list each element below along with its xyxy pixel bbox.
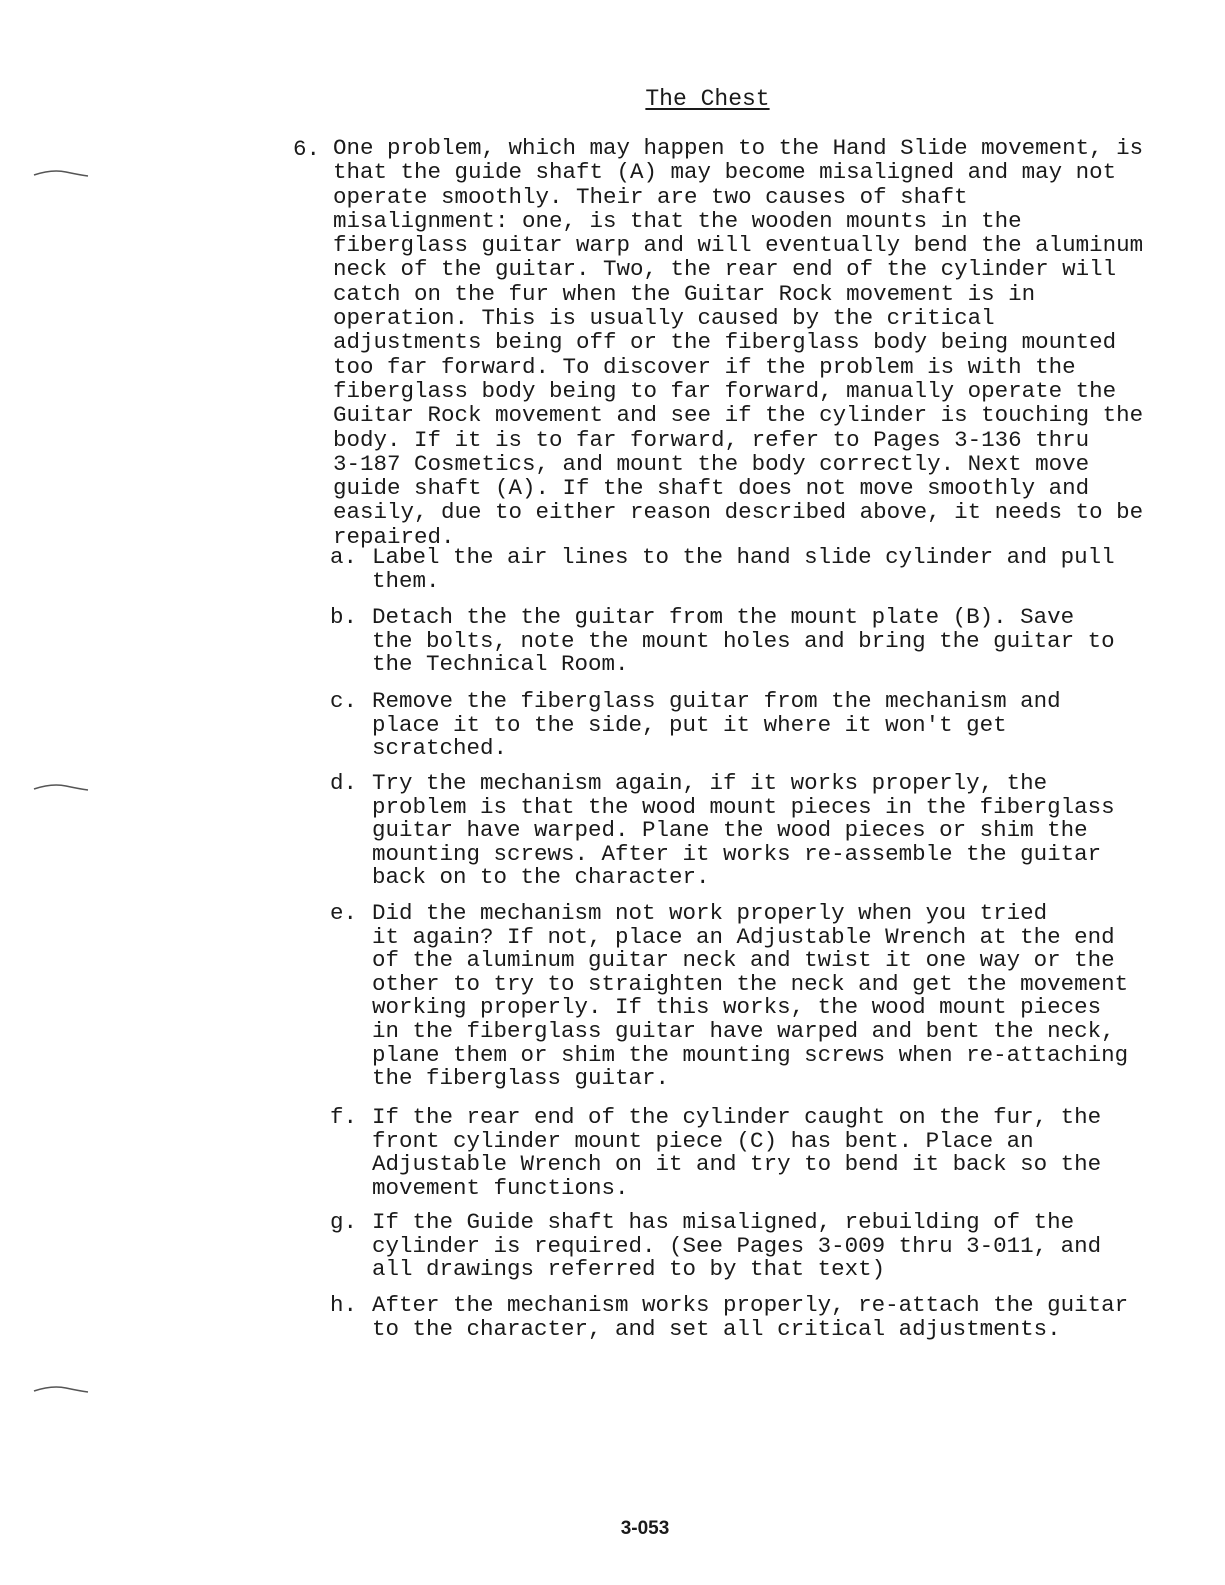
paragraph-line: catch on the fur when the Guitar Rock movement is in (333, 280, 1036, 307)
step-line: the bolts, note the mount holes and bring the guitar to (372, 627, 1115, 654)
step-line: plane them or shim the mounting screws when re-attaching (372, 1041, 1129, 1068)
step-line: the Technical Room. (372, 651, 629, 678)
item-number: 6. (293, 136, 321, 162)
step-line: Try the mechanism again, if it works properly, the (372, 770, 1048, 796)
paragraph-line: 3-187 Cosmetics, and mount the body correctly. Next move (333, 450, 1090, 477)
step-text (372, 1294, 1128, 1341)
step-letter: g. (330, 1209, 358, 1235)
step-line: mounting screws. After it works re-assemble the guitar (372, 840, 1102, 867)
step-letter: a. (330, 544, 358, 570)
margin-mark (32, 168, 90, 178)
step-letter: h. (330, 1292, 358, 1318)
paragraph-line: fiberglass guitar warp and will eventually bend the aluminum (333, 232, 1144, 259)
step-line: other to try to straighten the neck and get the movement (372, 970, 1129, 997)
step-line: If the rear end of the cylinder caught on the fur, the (372, 1104, 1102, 1130)
step-line: After the mechanism works properly, re-attach the guitar (372, 1292, 1129, 1318)
step-line: them. (372, 567, 440, 594)
step-text (372, 1211, 1101, 1282)
step-line: Label the air lines to the hand slide cylinder and pull (372, 544, 1115, 570)
step-line: If the Guide shaft has misaligned, rebuilding of the (372, 1209, 1075, 1235)
step-line: working properly. If this works, the wood mount pieces (372, 994, 1102, 1021)
main-paragraph (333, 136, 1193, 549)
step-line: scratched. (372, 735, 508, 762)
paragraph-line: repaired. (333, 523, 455, 550)
step-line: of the aluminum guitar neck and twist it one way or the (372, 947, 1115, 974)
step-line: front cylinder mount piece (C) has bent. Place an (372, 1127, 1034, 1154)
paragraph-line: operate smoothly. Their are two causes of shaft (333, 183, 968, 210)
step-letter: e. (330, 900, 358, 926)
step-letter: c. (330, 688, 358, 714)
paragraph-line: guide shaft (A). If the shaft does not move smoothly and (333, 475, 1090, 502)
step-letter: f. (330, 1104, 358, 1130)
page-number: 3-053 (620, 1518, 670, 1539)
step-text (372, 606, 1115, 677)
step-line: all drawings referred to by that text) (372, 1256, 886, 1283)
page-title: The Chest (645, 86, 770, 112)
paragraph-line: fiberglass body being to far forward, manually operate the (333, 377, 1117, 404)
step-text (372, 1106, 1101, 1200)
paragraph-line: neck of the guitar. Two, the rear end of the cylinder will (333, 256, 1117, 283)
step-line: it again? If not, place an Adjustable Wrench at the end (372, 923, 1115, 950)
paragraph-line: One problem, which may happen to the Hand Slide movement, is (333, 135, 1144, 161)
paragraph-line: operation. This is usually caused by the critical (333, 305, 995, 332)
step-line: Adjustable Wrench on it and try to bend it back so the (372, 1151, 1102, 1178)
step-letter: d. (330, 770, 358, 796)
step-line: problem is that the wood mount pieces in the fiberglass (372, 793, 1115, 820)
margin-mark (32, 1384, 90, 1394)
step-line: Did the mechanism not work properly when you tried (372, 900, 1048, 926)
step-text (372, 902, 1128, 1091)
paragraph-line: that the guide shaft (A) may become misaligned and may not (333, 159, 1117, 186)
paragraph-line: easily, due to either reason described above, it needs to be (333, 499, 1144, 526)
paragraph-line: adjustments being off or the fiberglass body being mounted (333, 329, 1117, 356)
step-line: guitar have warped. Plane the wood pieces or shim the (372, 817, 1088, 844)
step-line: to the character, and set all critical adjustments. (372, 1315, 1061, 1342)
step-line: movement functions. (372, 1174, 629, 1201)
step-line: the fiberglass guitar. (372, 1065, 670, 1092)
step-line: back on to the character. (372, 864, 710, 891)
step-text (372, 772, 1115, 890)
step-line: cylinder is required. (See Pages 3-009 thru 3-011, and (372, 1232, 1102, 1259)
step-letter: b. (330, 604, 358, 630)
step-text (372, 546, 1115, 593)
step-text (372, 690, 1061, 761)
margin-mark (32, 782, 90, 792)
step-line: Remove the fiberglass guitar from the mechanism and (372, 688, 1061, 714)
paragraph-line: body. If it is to far forward, refer to Pages 3-136 thru (333, 426, 1090, 453)
paragraph-line: too far forward. To discover if the problem is with the (333, 353, 1076, 380)
paragraph-line: misalignment: one, is that the wooden mounts in the (333, 207, 1022, 234)
step-line: in the fiberglass guitar have warped and bent the neck, (372, 1017, 1115, 1044)
step-line: place it to the side, put it where it won't get (372, 711, 1007, 738)
step-line: Detach the the guitar from the mount plate (B). Save (372, 604, 1075, 630)
paragraph-line: Guitar Rock movement and see if the cylinder is touching the (333, 402, 1144, 429)
